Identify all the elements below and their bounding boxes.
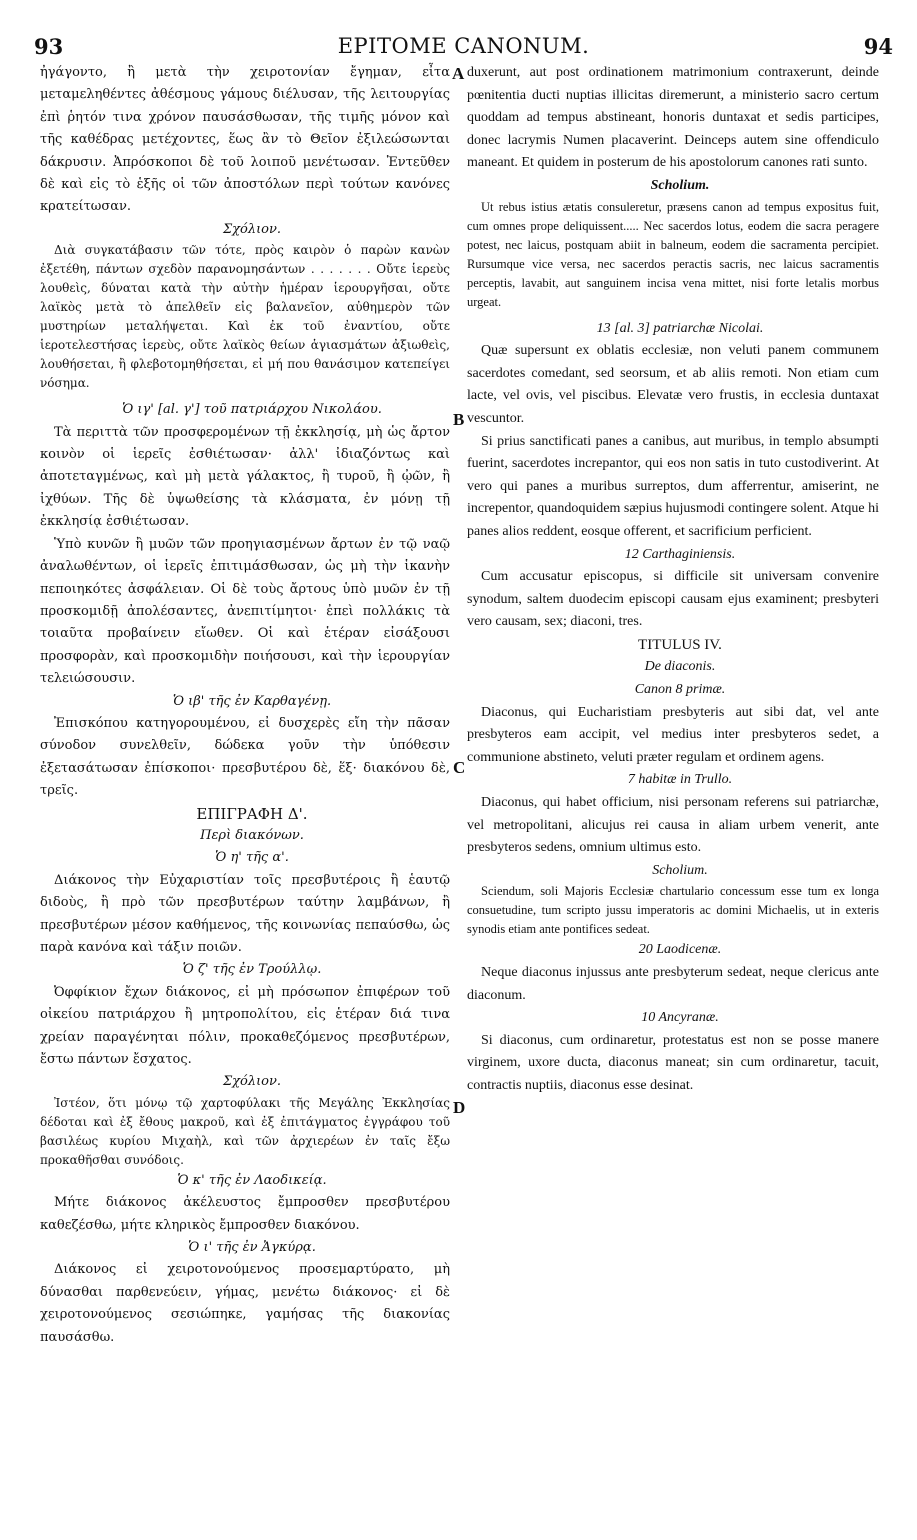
greek-heading-canon-20: Ὁ κ' τῆς ἐν Λαοδικείᾳ. xyxy=(177,1172,327,1188)
greek-scholion: Ἰστέον, ὅτι μόνῳ τῷ χαρτοφύλακι τῆς Μεγάλης Ἐκκλησίας δέδοται καὶ ἐξ ἔθους μακροῦ, καὶ ἐξ ἐπιτάγματος ἐγγράφου τοῦ βασιλέως κυρίου Μιχαὴλ, καὶ τῶν ἀρχιερέων ἐν ταῖς ἔξω προκαθῆσθαι συνόδοις. xyxy=(40,1095,450,1167)
greek-heading-scholion: Σχόλιον. xyxy=(222,221,282,237)
latin-heading-scholium: Scholium. xyxy=(652,862,708,878)
latin-heading-scholium: Scholium. xyxy=(650,177,710,193)
greek-heading-canon-13: Ὁ ιγ' [al. γ'] τοῦ πατριάρχου Νικολάου. xyxy=(122,402,382,418)
greek-heading-canon-8: Ὁ η' τῆς α'. xyxy=(215,850,289,866)
latin-column xyxy=(467,62,879,1522)
latin-heading-canon-7: 7 habitæ in Trullo. xyxy=(627,772,733,788)
running-header xyxy=(34,34,893,60)
greek-paragraph: Διάκονος εἰ χειροτονούμενος προσεμαρτύρατο, μὴ δύνασθαι παρθενεύειν, γήμας, μενέτω διάκονος· εἰ δὲ χειροτονούμενος σεσιώπηκε, γαμήσας τῆς διακονίας παυσάσθω. xyxy=(40,1262,450,1345)
greek-paragraph: Ὀφφίκιον ἔχων διάκονος, εἰ μὴ πρόσωπον ἐπιφέρων τοῦ οἰκείου πατριάρχου ἢ μητροπολίτου, εἰς ἑτέραν διά τινα χρείαν παραγένηται πόλιν, προκαθεζόμενος πρεσβυτέρων, ἔστω πάντων ἔσχατος. xyxy=(40,984,450,1068)
greek-paragraph: Ἐπισκόπου κατηγορουμένου, εἰ δυσχερὲς εἴη τὴν πᾶσαν σύνοδον συνελθεῖν, δώδεκα γοῦν τὴν ὑπόθεσιν ἐξετασάτωσαν ἐπίσκοποι· πρεσβυτέρου δὲ, ἕξ· διακόνου δὲ, τρεῖς. xyxy=(40,715,450,799)
margin-marker-c: C xyxy=(453,758,466,777)
margin-marker-b: B xyxy=(453,410,465,429)
margin-marker-a: A xyxy=(452,64,465,83)
latin-paragraph: Quæ supersunt ex oblatis ecclesiæ, non veluti panem communem sacerdotes comedant, sed seorsum, et ab aliis remoti. Non etiam cum lacte, vel ovis, vel piscibus. Elevatæ vero frustis, in ecclesia duntaxat vescuntor. xyxy=(467,343,879,426)
latin-heading-canon-13: 13 [al. 3] patriarchæ Nicolai. xyxy=(596,320,764,336)
latin-scholium: Sciendum, soli Majoris Ecclesiæ chartulario concessum esse tum ex longa consuetudine, tum scripto jussu imperatoris ac domini Michaelis, ut in exteris synodis etiam ante pontifices sedeat. xyxy=(467,884,879,937)
greek-column xyxy=(40,62,450,1522)
latin-heading-canon-20: 20 Laodicenæ. xyxy=(638,942,722,958)
greek-heading-deacons: Περὶ διακόνων. xyxy=(200,827,304,843)
greek-heading-scholion: Σχόλιον. xyxy=(222,1074,282,1090)
latin-paragraph: duxerunt, aut post ordinationem matrimonium contraxerunt, deinde pœnitentia ducti nuptias illicitas diremerunt, a ministerio sacro certum quoddam ad tempus abstineant, honoris duntaxat et sedis participes, donec lacrymis Numen placaverint. Deinceps autem sine offendiculo maneant. Et quidem in posterum de his apostolorum canones rati sunto. xyxy=(467,65,879,171)
running-title: EPITOME CANONUM. xyxy=(337,34,590,58)
greek-heading-canon-12: Ὁ ιβ' τῆς ἐν Καρθαγένῃ. xyxy=(172,693,332,709)
page-number-right: 94 xyxy=(863,34,893,59)
latin-scholium: Ut rebus istius ætatis consuleretur, præsens canon ad tempus expositus fuit, cum omnes prope deliquissent..... Nec sacerdos lotus, eodem die sacra peragere potest, nec laicus, postquam abiit in balneum, eodem die sacramenta percipiet. Rursumque vice versa, nec sacerdos peractis sacris, nec laicus sacramentis perceptis, lavabit, aut sanguinem incisa vena mittet, nisi forte letalis morbus urgeat. xyxy=(467,199,879,309)
greek-paragraph: Μήτε διάκονος ἀκέλευστος ἔμπροσθεν πρεσβυτέρου καθεζέσθω, μήτε κληρικὸς ἔμπροσθεν διακόνου. xyxy=(40,1195,450,1233)
latin-paragraph: Diaconus, qui habet officium, nisi personam referens sui patriarchæ, vel metropolitani, alicujus rei causa in aliam urbem venerit, ante presbyteros sedens, omnium ultimus esto. xyxy=(467,795,879,856)
greek-heading-canon-7: Ὁ ζ' τῆς ἐν Τρούλλῳ. xyxy=(182,962,322,978)
latin-paragraph: Neque diaconus injussus ante presbyterum sedeat, neque clericus ante diaconum. xyxy=(467,965,879,1003)
page-number-left: 93 xyxy=(34,34,64,59)
greek-heading-canon-10: Ὁ ι' τῆς ἐν Ἀγκύρᾳ. xyxy=(188,1240,316,1256)
latin-heading-canon-10: 10 Ancyranæ. xyxy=(641,1010,719,1026)
greek-paragraph: Τὰ περιττὰ τῶν προσφερομένων τῇ ἐκκλησίᾳ, μὴ ὡς ἄρτον κοινὸν οἱ ἱερεῖς ἐσθιέτωσαν· ἀλλ' ἰδιαζόντως καὶ ἀποτεταγμένως, καὶ μὴ μετὰ γάλακτος, ἢ τυροῦ, ἢ ᾠῶν, ἢ ἰχθύων. Τῆς δὲ ὑψωθείσης τὰ κλάσματα, ἐν μόνῃ τῇ ἐκκλησίᾳ ἐσθιέτωσαν. xyxy=(40,424,450,530)
latin-paragraph: Si prius sanctificati panes a canibus, aut muribus, in templo absumpti fuerint, sacerdotes increpantor, qui eos non satis in tuto custodiverint. At vero qui panes a muribus surreptos, dum afferrentur, amiserint, ne increpentor, quandoquidem sæpius hujusmodi contingere solent. Atque hi panes alios reddent, eosque offerent, et sacrificium perficient. xyxy=(467,433,879,539)
greek-paragraph: ἠγάγοντο, ἢ μετὰ τὴν χειροτονίαν ἔγημαν, εἶτα μεταμεληθέντες ἀθέσμους γάμους διέλυσαν, τῆς λειτουργίας ἐπὶ ῥητόν τινα χρόνον παυσάσθωσαν, τῆς τιμῆς μόνον καὶ τῆς καθέδρας μετέχοντες, ἕως ἂν τὸ Θεῖον ἐξιλεώσωνται δάκρυσιν. Ἀπρόσκοποι δὲ τοῦ λοιποῦ μενέτωσαν. Ἐντεῦθεν δὲ καὶ εἰς τὸ ἑξῆς οἱ τῶν ἀποστόλων περὶ τούτων κανόνες κρατείτωσαν. xyxy=(40,65,450,215)
margin-marker-d: D xyxy=(453,1098,466,1117)
latin-titulus: TITULUS IV. xyxy=(638,636,722,653)
greek-paragraph: Διάκονος τὴν Εὐχαριστίαν τοῖς πρεσβυτέροις ἢ ἑαυτῷ διδοὺς, ἢ πρὸ τῶν πρεσβυτέρων ταύτην λαμβάνων, ἢ πρεσβυτέρων μέσον καθήμενος, τῆς κοινωνίας πεπαύσθω, ὡς παρὰ κανόνα καὶ τάξιν ποιῶν. xyxy=(40,872,450,955)
latin-heading-canon-8: Canon 8 primæ. xyxy=(634,682,726,698)
greek-scholion: Διὰ συγκατάβασιν τῶν τότε, πρὸς καιρὸν ὁ παρὼν κανὼν ἐξετέθη, πάντων σχεδὸν παρανομησάντων . . . . . . . Οὔτε ἱερεὺς λουθεὶς, δύναται κατὰ τὴν αὐτὴν ἡμέραν ἱερουργῆσαι, οὔτε λαϊκὸς μετὰ τὸ ἀπελθεῖν εἰς βαλανεῖον, αὐθημερὸν τῶν μυστηρίων μεταλήψεται. Καὶ ἐκ τοῦ ἐναντίου, οὔτε ἱεροτελεστήσας ἱερεὺς, οὔτε λαϊκὸς θείων ἁγιασμάτων ἀξιωθεὶς, λουθήσεται, ἢ φλεβοτομηθήσεται, εἰ μή που θανάσιμον κατεπείγει νόσημα. xyxy=(40,243,450,391)
greek-titulus: ΕΠΙΓΡΑΦΗ Δ'. xyxy=(196,804,308,823)
latin-heading-canon-12: 12 Carthaginiensis. xyxy=(624,546,736,562)
latin-paragraph: Cum accusatur episcopus, si difficile sit universam convenire synodum, saltem duodecim episcopi causam ejus examinent; presbyteri vero causam, sex; diaconi, tres. xyxy=(467,569,879,630)
latin-heading-deacons: De diaconis. xyxy=(644,659,716,675)
latin-paragraph: Si diaconus, cum ordinaretur, protestatus est non se posse manere virginem, uxore ducta, diaconus maneat; sin cum ordinaretur, tacuit, contractis nuptiis, diaconus esse desinat. xyxy=(467,1032,879,1093)
greek-paragraph: Ὑπὸ κυνῶν ἢ μυῶν τῶν προηγιασμένων ἄρτων ἐν τῷ ναῷ ἀναλωθέντων, οἱ ἱερεῖς ἐπιτιμάσθωσαν, ὡς μὴ τὴν ἱκανὴν πεποιηκότες ἀσφάλειαν. Οἱ δὲ τοὺς ἄρτους ὑπὸ μυῶν ἐν τῇ προσκομιδῇ ἀπολέσαντες, ἀνεπιτίμητοι· ἐπεὶ πολλάκις τὰ τοιαῦτα προβαίνειν εἴωθεν. Οἱ καὶ ἑτέραν εἰσάξουσι προσφορὰν, καὶ προσκομιδὴν ποιήσουσι, καὶ τὴν ἱερουργίαν τελειώσουσιν. xyxy=(40,536,450,687)
latin-paragraph: Diaconus, qui Eucharistiam presbyteris aut sibi dat, vel ante presbyteros eam accipit, vel medius inter presbyteros sedet, a communione abstineto, veluti præter regulam et ordinem agens. xyxy=(467,704,879,765)
